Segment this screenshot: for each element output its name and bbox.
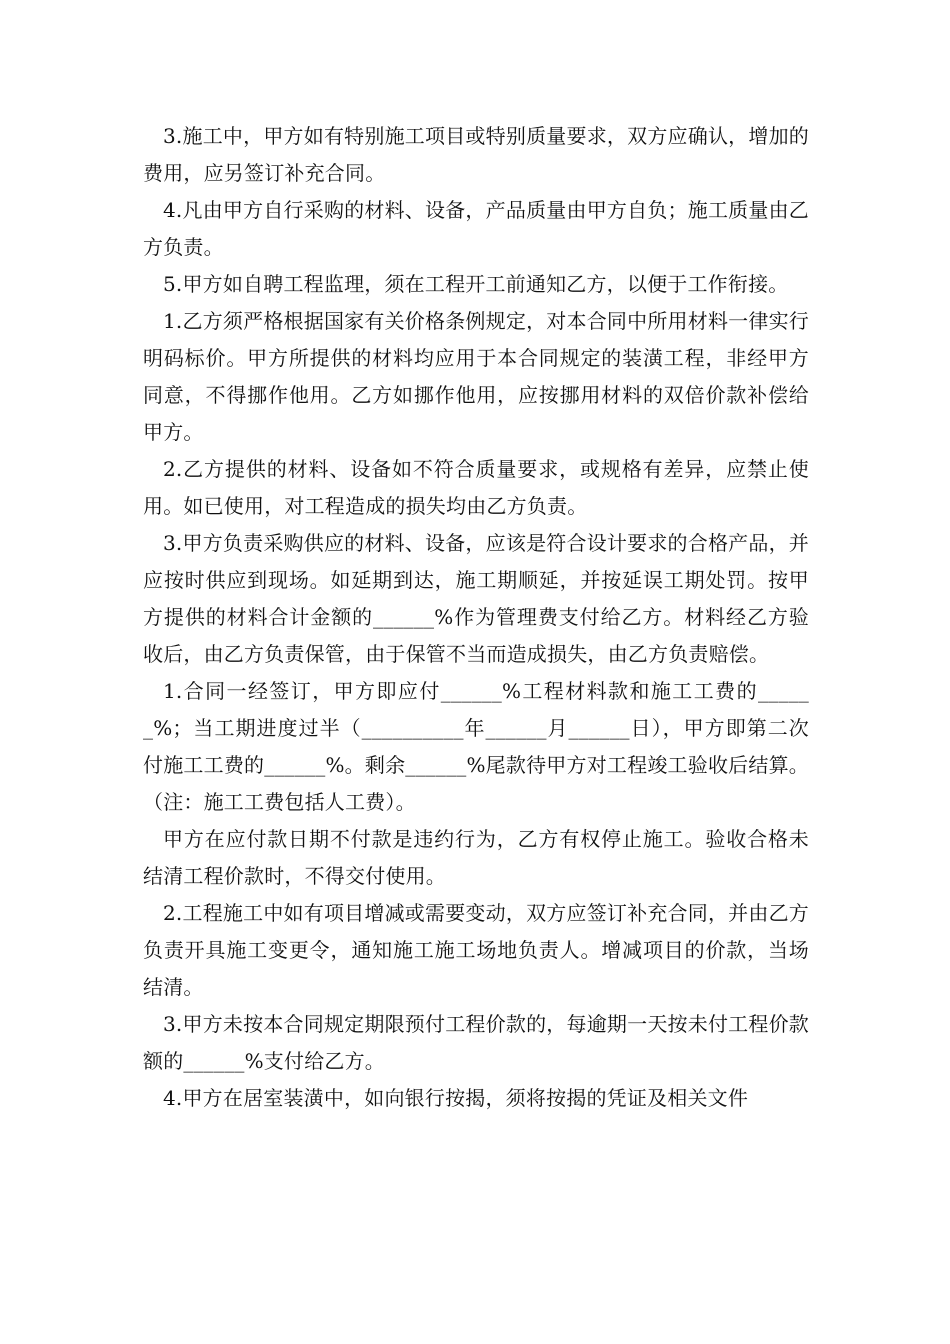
paragraph-late-payment-breach: 甲方在应付款日期不付款是违约行为，乙方有权停止施工。验收合格未结清工程价款时，不得交付使用。 <box>143 827 809 888</box>
paragraph-material-quality-b: 2.乙方提供的材料、设备如不符合质量要求，或规格有差异，应禁止使用。如已使用，对工程造成的损失均由乙方负责。 <box>143 457 809 518</box>
paragraph-supervisor-notice: 5.甲方如自聘工程监理，须在工程开工前通知乙方，以便于工作衔接。 <box>163 272 789 296</box>
paragraph-construction-special-items: 3.施工中，甲方如有特别施工项目或特别质量要求，双方应确认，增加的费用，应另签订补充合同。 <box>143 124 809 185</box>
paragraph-material-supply-a: 3.甲方负责采购供应的材料、设备，应该是符合设计要求的合格产品，并应按时供应到现场。如延期到达，施工期顺延，并按延误工期处罚。按甲方提供的材料合计金额的______%作为管理费支付给乙方。材料经乙方验收后，由乙方负责保管，由于保管不当而造成损失，由乙方负责赔偿。 <box>143 531 809 666</box>
paragraph-party-a-materials-quality: 4.凡由甲方自行采购的材料、设备，产品质量由甲方自负；施工质量由乙方负责。 <box>143 198 809 259</box>
paragraph-material-pricing: 1.乙方须严格根据国家有关价格条例规定，对本合同中所用材料一律实行明码标价。甲方所提供的材料均应用于本合同规定的装潢工程，非经甲方同意，不得挪作他用。乙方如挪作他用，应按挪用材料的双倍价款补偿给甲方。 <box>143 309 809 444</box>
paragraph-mortgage: 4.甲方在居室装潢中，如向银行按揭，须将按揭的凭证及相关文件 <box>163 1086 749 1110</box>
document-body <box>143 118 809 1117</box>
paragraph-payment-schedule: 1.合同一经签订，甲方即应付______%工程材料款和施工工费的______%；当工期进度过半（__________年______月______日），甲方即第二次付施工工费的______%。剩余______%尾款待甲方对工程竣工验收后结算。（注：施工工费包括人工费）。 <box>143 679 809 814</box>
paragraph-change-orders: 2.工程施工中如有项目增减或需要变动，双方应签订补充合同，并由乙方负责开具施工变更令，通知施工施工场地负责人。增减项目的价款，当场结清。 <box>143 901 809 999</box>
paragraph-overdue-penalty: 3.甲方未按本合同规定期限预付工程价款的，每逾期一天按未付工程价款额的______%支付给乙方。 <box>143 1012 809 1073</box>
